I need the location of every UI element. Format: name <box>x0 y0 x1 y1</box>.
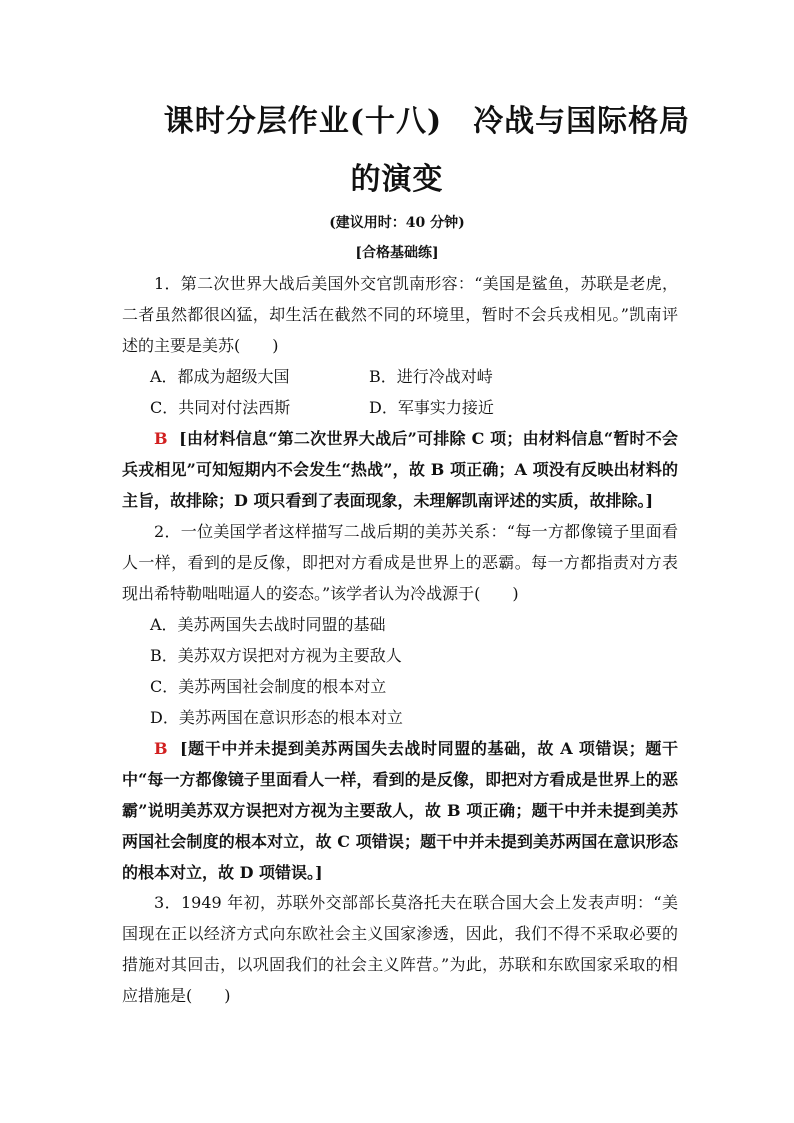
time-note: (建议用时：40 分钟) <box>329 215 465 231</box>
question-2-option-a: A．美苏两国失去战时同盟的基础 <box>150 615 386 634</box>
question-1-option-d: D．军事实力接近 <box>369 398 494 417</box>
question-1-options-row-2 <box>122 392 678 423</box>
question-1-answer-letter: B <box>154 429 168 448</box>
question-1-option-b: B．进行冷战对峙 <box>369 367 493 386</box>
question-2-option-b: B．美苏双方误把对方视为主要敌人 <box>150 646 402 665</box>
question-1 <box>122 268 678 516</box>
question-1-stem: 1．第二次世界大战后美国外交官凯南形容：“美国是鲨鱼，苏联是老虎，二者虽然都很凶猛，却生活在截然不同的环境里，暂时不会兵戎相见。”凯南评述的主要是美苏( ) <box>122 274 678 355</box>
question-3-stem: 3．1949 年初，苏联外交部部长莫洛托夫在联合国大会上发表声明：“美国现在正以经济方式向东欧社会主义国家渗透，因此，我们不得不采取必要的措施对其回击，以巩固我们的社会主义阵营。”为此，苏联和东欧国家采取的相应措施是( ) <box>122 893 678 1005</box>
question-2-answer-letter: B <box>154 739 168 758</box>
question-1-explanation: [由材料信息“第二次世界大战后”可排除 C 项；由材料信息“暂时不会兵戎相见”可知短期内不会发生“热战”，故 B 项正确；A 项没有反映出材料的主旨，故排除；D 项只看到了表面现象，未理解凯南评述的实质，故排除。] <box>122 429 679 510</box>
question-1-options-row-1 <box>122 361 678 392</box>
question-2 <box>122 516 678 888</box>
question-1-answer <box>122 423 678 516</box>
question-1-option-c: C．共同对付法西斯 <box>150 398 291 417</box>
page-title-continued: 的演变 <box>350 162 444 197</box>
section-heading: [合格基础练] <box>355 245 439 261</box>
question-2-explanation: [题干中并未提到美苏两国失去战时同盟的基础，故 A 项错误；题干中“每一方都像镜子里面看人一样，看到的是反像，即把对方看成是世界上的恶霸”说明美苏双方误把对方视为主要敌人，故 B 项正确；题干中并未提到美苏两国社会制度的根本对立，故 C 项错误；题干中并未提到美苏两国在意识形态的根本对立，故 D 项错误。] <box>122 739 678 882</box>
question-1-option-a: A．都成为超级大国 <box>150 367 290 386</box>
page-title: 课时分层作业(十八) 冷战与国际格局 <box>163 104 691 139</box>
question-2-stem: 2．一位美国学者这样描写二战后期的美苏关系：“每一方都像镜子里面看人一样，看到的是反像，即把对方看成是世界上的恶霸。每一方都指责对方表现出希特勒咄咄逼人的姿态。”该学者认为冷战源于( ) <box>122 522 678 603</box>
question-3 <box>122 887 678 1011</box>
question-2-answer <box>122 733 678 888</box>
question-2-option-d: D．美苏两国在意识形态的根本对立 <box>150 708 403 727</box>
question-2-option-c: C．美苏两国社会制度的根本对立 <box>150 677 387 696</box>
